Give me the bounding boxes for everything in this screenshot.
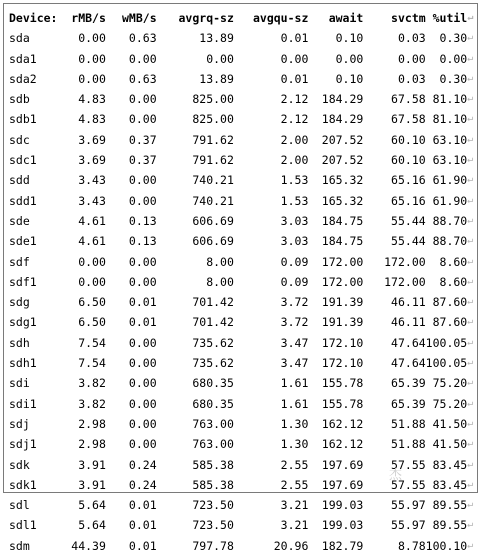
cell-util: 88.70: [432, 213, 468, 228]
cell-await: 155.78: [321, 376, 364, 391]
cell-avgrq-sz: 763.00: [192, 416, 234, 431]
return-mark: ↵: [467, 275, 474, 287]
cell-util: 0.30: [439, 31, 468, 46]
return-mark: ↵: [467, 478, 474, 490]
cell-util: 61.90: [432, 193, 468, 208]
header-rmbs: rMB/s: [71, 11, 106, 25]
cell-await: 172.00: [321, 254, 364, 269]
cell-avgqu-sz: 3.72: [280, 295, 309, 310]
cell-svctm: 172.00: [384, 274, 426, 289]
cell-wmbs: 0.01: [128, 295, 157, 310]
cell-rmbs: 2.98: [78, 437, 106, 452]
cell-avgqu-sz: 0.09: [280, 274, 309, 289]
cell-avgrq-sz: 13.89: [199, 31, 234, 46]
cell-wmbs: 0.00: [128, 274, 157, 289]
cell-util: 61.90: [432, 173, 468, 188]
table-row: [9, 130, 477, 150]
cell-rmbs: 6.50: [78, 315, 106, 330]
cell-wmbs: 0.00: [128, 396, 157, 411]
cell-avgqu-sz: 3.72: [280, 315, 309, 330]
cell-util: 87.60: [432, 315, 468, 330]
cell-avgrq-sz: 797.78: [192, 538, 234, 553]
cell-wmbs: 0.13: [128, 234, 157, 249]
cell-util: 83.45: [432, 457, 468, 472]
watermark: 杰: [389, 468, 403, 483]
return-mark: ↵: [467, 72, 474, 84]
cell-avgrq-sz: 0.00: [206, 51, 234, 66]
table-row: [9, 312, 477, 332]
return-mark: ↵: [467, 336, 474, 348]
cell-await: 0.00: [335, 51, 364, 66]
return-mark: ↵: [467, 397, 474, 409]
header-avgrq-sz: avgrq-sz: [178, 11, 234, 25]
cell-wmbs: 0.24: [128, 477, 157, 492]
return-mark: ↵: [467, 52, 474, 64]
cell-avgqu-sz: 3.21: [280, 518, 309, 533]
cell-avgrq-sz: 735.62: [192, 356, 234, 371]
cell-rmbs: 2.98: [78, 416, 106, 431]
cell-wmbs: 0.00: [128, 416, 157, 431]
cell-util: 89.55: [432, 498, 468, 513]
cell-rmbs: 4.83: [78, 92, 106, 107]
cell-rmbs: 3.69: [78, 132, 106, 147]
table-header-row: [9, 8, 477, 28]
cell-rmbs: 3.91: [78, 457, 106, 472]
return-mark: ↵: [467, 316, 474, 328]
return-mark: ↵: [467, 32, 474, 44]
cell-wmbs: 0.00: [128, 376, 157, 391]
cell-avgrq-sz: 735.62: [192, 335, 234, 350]
cell-await: 165.32: [321, 173, 364, 188]
cell-avgqu-sz: 1.53: [280, 193, 309, 208]
cell-avgrq-sz: 585.38: [192, 457, 234, 472]
cell-avgrq-sz: 825.00: [192, 112, 234, 127]
cell-avgrq-sz: 680.35: [192, 396, 234, 411]
cell-rmbs: 3.43: [78, 173, 106, 188]
cell-rmbs: 4.61: [78, 213, 106, 228]
cell-await: 184.75: [321, 213, 364, 228]
cell-rmbs: 3.82: [78, 376, 106, 391]
cell-svctm: 8.78: [397, 538, 426, 553]
cell-rmbs: 0.00: [78, 254, 106, 269]
cell-device: sdj1: [9, 437, 37, 452]
cell-avgrq-sz: 701.42: [192, 315, 234, 330]
table-row: [9, 170, 477, 190]
cell-rmbs: 6.50: [78, 295, 106, 310]
cell-util: 0.30: [439, 71, 468, 86]
cell-rmbs: 7.54: [78, 335, 106, 350]
cell-rmbs: 5.64: [78, 518, 106, 533]
cell-await: 207.52: [321, 132, 364, 147]
table-row: [9, 333, 477, 353]
cell-wmbs: 0.00: [128, 437, 157, 452]
cell-await: 182.79: [321, 538, 364, 553]
cell-avgrq-sz: 13.89: [199, 71, 234, 86]
cell-await: 207.52: [321, 153, 364, 168]
cell-rmbs: 3.69: [78, 153, 106, 168]
cell-wmbs: 0.00: [128, 51, 157, 66]
cell-device: sdi1: [9, 396, 37, 411]
cell-svctm: 0.03: [397, 31, 426, 46]
cell-avgqu-sz: 3.47: [280, 335, 309, 350]
cell-util: 41.50: [432, 416, 468, 431]
cell-device: sdf: [9, 254, 30, 269]
cell-svctm: 172.00: [384, 254, 426, 269]
cell-svctm: 67.58: [391, 112, 426, 127]
cell-avgrq-sz: 723.50: [192, 498, 234, 513]
return-mark: ↵: [467, 357, 474, 369]
return-mark: ↵: [467, 458, 474, 470]
return-mark: ↵: [467, 194, 474, 206]
cell-await: 172.10: [321, 356, 364, 371]
cell-avgrq-sz: 606.69: [192, 213, 234, 228]
cell-util: 81.10: [432, 112, 468, 127]
cell-device: sdg1: [9, 315, 37, 330]
cell-await: 0.10: [335, 71, 364, 86]
cell-avgqu-sz: 2.55: [280, 457, 309, 472]
cell-device: sdh: [9, 335, 30, 350]
cell-svctm: 57.55: [391, 477, 426, 492]
cell-wmbs: 0.63: [128, 71, 157, 86]
cell-wmbs: 0.63: [128, 31, 157, 46]
cell-avgrq-sz: 825.00: [192, 92, 234, 107]
cell-wmbs: 0.00: [128, 112, 157, 127]
cell-svctm: 0.03: [397, 71, 426, 86]
table-row: [9, 515, 477, 535]
cell-avgrq-sz: 791.62: [192, 132, 234, 147]
cell-svctm: 65.16: [391, 173, 426, 188]
cell-await: 199.03: [321, 498, 364, 513]
cell-avgrq-sz: 740.21: [192, 193, 234, 208]
cell-await: 165.32: [321, 193, 364, 208]
cell-rmbs: 5.64: [78, 498, 106, 513]
table-row: [9, 28, 477, 48]
cell-await: 184.29: [321, 112, 364, 127]
cell-avgrq-sz: 763.00: [192, 437, 234, 452]
cell-avgqu-sz: 20.96: [273, 538, 309, 553]
header-util: %util: [432, 11, 468, 25]
cell-rmbs: 0.00: [78, 71, 106, 86]
cell-avgrq-sz: 8.00: [206, 274, 234, 289]
table-row: [9, 49, 477, 69]
cell-avgqu-sz: 0.01: [280, 31, 309, 46]
iostat-output-frame: [3, 3, 478, 553]
cell-await: 191.39: [321, 295, 364, 310]
cell-util: 41.50: [432, 437, 468, 452]
cell-wmbs: 0.00: [128, 254, 157, 269]
cell-wmbs: 0.00: [128, 193, 157, 208]
cell-avgrq-sz: 740.21: [192, 173, 234, 188]
cell-await: 184.29: [321, 92, 364, 107]
cell-svctm: 47.64: [391, 335, 426, 350]
iostat-table-body: [9, 8, 477, 556]
return-mark: ↵: [467, 519, 474, 531]
cell-svctm: 65.39: [391, 376, 426, 391]
table-row: [9, 211, 477, 231]
cell-svctm: 51.88: [391, 437, 426, 452]
cell-svctm: 46.11: [391, 295, 426, 310]
cell-rmbs: 0.00: [78, 31, 106, 46]
cell-avgqu-sz: 2.55: [280, 477, 309, 492]
cell-util: 83.45: [432, 477, 468, 492]
cell-await: 155.78: [321, 396, 364, 411]
cell-avgqu-sz: 0.01: [280, 71, 309, 86]
cell-device: sdc1: [9, 153, 37, 168]
header-wmbs: wMB/s: [122, 11, 157, 25]
table-row: [9, 394, 477, 414]
cell-device: sdh1: [9, 356, 37, 371]
cell-util: 8.60: [439, 274, 468, 289]
cell-await: 162.12: [321, 437, 364, 452]
cell-avgqu-sz: 1.30: [280, 437, 309, 452]
cell-rmbs: 3.82: [78, 396, 106, 411]
return-mark: ↵: [467, 93, 474, 105]
cell-await: 0.10: [335, 31, 364, 46]
table-row: [9, 414, 477, 434]
cell-avgqu-sz: 3.03: [280, 234, 309, 249]
cell-util: 87.60: [432, 295, 468, 310]
cell-device: sda: [9, 31, 30, 46]
cell-svctm: 57.55: [391, 457, 426, 472]
return-mark: ↵: [467, 438, 474, 450]
cell-avgqu-sz: 1.30: [280, 416, 309, 431]
cell-avgqu-sz: 1.61: [280, 376, 309, 391]
return-mark: ↵: [467, 499, 474, 511]
cell-svctm: 65.39: [391, 396, 426, 411]
cell-wmbs: 0.01: [128, 315, 157, 330]
cell-wmbs: 0.00: [128, 335, 157, 350]
cell-avgrq-sz: 723.50: [192, 518, 234, 533]
return-mark: ↵: [467, 235, 474, 247]
return-mark: ↵: [467, 539, 474, 551]
cell-device: sdb1: [9, 112, 37, 127]
cell-wmbs: 0.00: [128, 356, 157, 371]
cell-util: 100.05: [425, 356, 468, 371]
cell-await: 199.03: [321, 518, 364, 533]
cell-wmbs: 0.01: [128, 538, 157, 553]
return-mark: ↵: [467, 154, 474, 166]
cell-avgqu-sz: 0.09: [280, 254, 309, 269]
cell-avgrq-sz: 585.38: [192, 477, 234, 492]
cell-avgrq-sz: 680.35: [192, 376, 234, 391]
cell-avgrq-sz: 8.00: [206, 254, 234, 269]
cell-avgqu-sz: 1.61: [280, 396, 309, 411]
table-row: [9, 150, 477, 170]
cell-wmbs: 0.01: [128, 518, 157, 533]
return-mark: ↵: [467, 113, 474, 125]
iostat-table: [9, 8, 477, 556]
table-row: [9, 272, 477, 292]
cell-device: sdi: [9, 376, 30, 391]
cell-device: sdl: [9, 498, 30, 513]
return-mark: ↵: [467, 174, 474, 186]
cell-avgrq-sz: 606.69: [192, 234, 234, 249]
table-row: [9, 231, 477, 251]
cell-util: 100.05: [425, 335, 468, 350]
cell-svctm: 65.16: [391, 193, 426, 208]
cell-wmbs: 0.00: [128, 173, 157, 188]
cell-device: sdg: [9, 295, 30, 310]
return-mark: ↵: [467, 417, 474, 429]
cell-util: 63.10: [432, 153, 468, 168]
table-row: [9, 536, 477, 556]
cell-svctm: 55.97: [391, 498, 426, 513]
cell-rmbs: 7.54: [78, 356, 106, 371]
cell-await: 184.75: [321, 234, 364, 249]
return-mark: ↵: [467, 214, 474, 226]
cell-svctm: 60.10: [391, 132, 426, 147]
cell-device: sdd: [9, 173, 30, 188]
cell-await: 172.00: [321, 274, 364, 289]
cell-device: sda2: [9, 71, 37, 86]
cell-util: 88.70: [432, 234, 468, 249]
cell-avgqu-sz: 2.12: [280, 112, 309, 127]
cell-device: sda1: [9, 51, 37, 66]
cell-device: sdk1: [9, 477, 37, 492]
cell-svctm: 67.58: [391, 92, 426, 107]
table-row: [9, 89, 477, 109]
cell-device: sde1: [9, 234, 37, 249]
return-mark: ↵: [467, 296, 474, 308]
cell-svctm: 47.64: [391, 356, 426, 371]
return-mark: ↵: [467, 12, 474, 23]
cell-svctm: 55.97: [391, 518, 426, 533]
cell-util: 75.20: [432, 396, 468, 411]
cell-wmbs: 0.37: [128, 153, 157, 168]
cell-util: 0.00: [439, 51, 468, 66]
cell-svctm: 60.10: [391, 153, 426, 168]
cell-avgqu-sz: 2.00: [280, 132, 309, 147]
cell-rmbs: 0.00: [78, 274, 106, 289]
cell-avgrq-sz: 791.62: [192, 153, 234, 168]
cell-util: 63.10: [432, 132, 468, 147]
cell-rmbs: 0.00: [78, 51, 106, 66]
cell-wmbs: 0.01: [128, 498, 157, 513]
cell-device: sdb: [9, 92, 30, 107]
table-row: [9, 292, 477, 312]
cell-device: sdm: [9, 538, 30, 553]
cell-avgqu-sz: 3.03: [280, 213, 309, 228]
cell-avgqu-sz: 1.53: [280, 173, 309, 188]
cell-util: 81.10: [432, 92, 468, 107]
cell-wmbs: 0.00: [128, 92, 157, 107]
cell-await: 191.39: [321, 315, 364, 330]
cell-svctm: 46.11: [391, 315, 426, 330]
return-mark: ↵: [467, 133, 474, 145]
table-row: [9, 455, 477, 475]
cell-device: sdk: [9, 457, 30, 472]
cell-avgrq-sz: 701.42: [192, 295, 234, 310]
cell-rmbs: 4.83: [78, 112, 106, 127]
cell-device: sdf1: [9, 274, 37, 289]
header-svctm: svctm: [391, 11, 426, 25]
cell-await: 172.10: [321, 335, 364, 350]
cell-avgqu-sz: 2.00: [280, 153, 309, 168]
cell-device: sdc: [9, 132, 30, 147]
cell-util: 100.10: [425, 538, 468, 553]
header-await: await: [328, 11, 364, 25]
cell-wmbs: 0.24: [128, 457, 157, 472]
cell-device: sdl1: [9, 518, 37, 533]
table-row: [9, 252, 477, 272]
cell-rmbs: 3.43: [78, 193, 106, 208]
cell-await: 197.69: [321, 477, 364, 492]
cell-util: 75.20: [432, 376, 468, 391]
cell-rmbs: 4.61: [78, 234, 106, 249]
cell-wmbs: 0.13: [128, 213, 157, 228]
cell-device: sdj: [9, 416, 30, 431]
table-row: [9, 191, 477, 211]
header-avgqu-sz: avgqu-sz: [252, 11, 309, 25]
cell-avgqu-sz: 3.21: [280, 498, 309, 513]
cell-svctm: 0.00: [397, 51, 426, 66]
cell-util: 89.55: [432, 518, 468, 533]
table-row: [9, 69, 477, 89]
table-row: [9, 434, 477, 454]
table-row: [9, 109, 477, 129]
cell-util: 8.60: [439, 254, 468, 269]
cell-wmbs: 0.37: [128, 132, 157, 147]
cell-svctm: 51.88: [391, 416, 426, 431]
return-mark: ↵: [467, 377, 474, 389]
table-row: [9, 353, 477, 373]
cell-await: 162.12: [321, 416, 364, 431]
return-mark: ↵: [467, 255, 474, 267]
table-row: [9, 475, 477, 495]
table-row: [9, 373, 477, 393]
cell-avgqu-sz: 3.47: [280, 356, 309, 371]
cell-rmbs: 3.91: [78, 477, 106, 492]
cell-svctm: 55.44: [391, 234, 426, 249]
cell-svctm: 55.44: [391, 213, 426, 228]
cell-await: 197.69: [321, 457, 364, 472]
table-row: [9, 495, 477, 515]
cell-avgqu-sz: 0.00: [280, 51, 309, 66]
cell-avgqu-sz: 2.12: [280, 92, 309, 107]
cell-device: sde: [9, 213, 30, 228]
cell-rmbs: 44.39: [71, 538, 106, 553]
cell-device: sdd1: [9, 193, 37, 208]
header-device: Device:: [9, 11, 58, 25]
